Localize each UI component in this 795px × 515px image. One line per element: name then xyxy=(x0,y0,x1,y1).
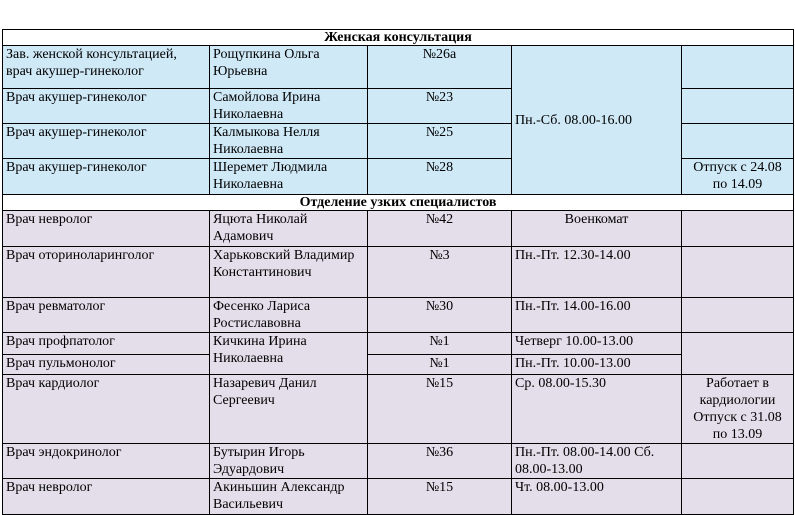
note-cell xyxy=(682,211,794,247)
table-row xyxy=(3,333,794,355)
table-row xyxy=(3,355,794,375)
table-row xyxy=(3,444,794,479)
name-cell: Акиньшин Александр Васильевич xyxy=(210,479,368,515)
room-cell: №23 xyxy=(368,89,512,124)
note-cell xyxy=(682,124,794,159)
position-cell: Врач ревматолог xyxy=(3,298,210,333)
note-cell xyxy=(682,298,794,333)
position-cell: Врач невролог xyxy=(3,479,210,515)
shared-schedule-cell: Пн.-Сб. 08.00-16.00 xyxy=(512,46,682,195)
section-title-womens-consultation: Женская консультация xyxy=(3,30,794,46)
note-cell xyxy=(682,89,794,124)
name-cell: Назаревич Данил Сергеевич xyxy=(210,375,368,444)
staff-schedule-table xyxy=(2,29,794,515)
schedule-cell: Ср. 08.00-15.30 xyxy=(512,375,682,444)
note-cell: Работает в кардиологии Отпуск с 31.08 по 13.09 xyxy=(682,375,794,444)
schedule-cell: Пн.-Пт. 12.30-14.00 xyxy=(512,247,682,298)
table-row xyxy=(3,211,794,247)
position-cell: Врач акушер-гинеколог xyxy=(3,124,210,159)
table-row xyxy=(3,298,794,333)
note-cell xyxy=(682,479,794,515)
room-cell: №1 xyxy=(368,333,512,355)
name-cell: Харьковский Владимир Константинович xyxy=(210,247,368,298)
room-cell: №1 xyxy=(368,355,512,375)
position-cell: Врач акушер-гинеколог xyxy=(3,89,210,124)
position-cell: Зав. женской консультацией, врач акушер-гинеколог xyxy=(3,46,210,89)
schedule-cell: Чт. 08.00-13.00 xyxy=(512,479,682,515)
room-cell: №28 xyxy=(368,159,512,195)
table-row xyxy=(3,247,794,298)
room-cell: №42 xyxy=(368,211,512,247)
schedule-cell: Четверг 10.00-13.00 xyxy=(512,333,682,355)
position-cell: Врач акушер-гинеколог xyxy=(3,159,210,195)
name-cell: Яцюта Николай Адамович xyxy=(210,211,368,247)
schedule-cell: Пн.-Пт. 10.00-13.00 xyxy=(512,355,682,375)
note-cell xyxy=(682,333,794,375)
schedule-cell: Военкомат xyxy=(512,211,682,247)
room-cell: №36 xyxy=(368,444,512,479)
room-cell: №3 xyxy=(368,247,512,298)
table-row xyxy=(3,46,794,89)
room-cell: №15 xyxy=(368,479,512,515)
section-title-specialists: Отделение узких специалистов xyxy=(3,195,794,211)
note-cell xyxy=(682,247,794,298)
name-cell: Рощупкина Ольга Юрьевна xyxy=(210,46,368,89)
name-cell: Кичкина Ирина Николаевна xyxy=(210,333,368,375)
room-cell: №25 xyxy=(368,124,512,159)
name-cell: Калмыкова Нелля Николаевна xyxy=(210,124,368,159)
schedule-cell: Пн.-Пт. 14.00-16.00 xyxy=(512,298,682,333)
position-cell: Врач профпатолог xyxy=(3,333,210,355)
note-cell xyxy=(682,444,794,479)
position-cell: Врач эндокринолог xyxy=(3,444,210,479)
position-cell: Врач невролог xyxy=(3,211,210,247)
name-cell: Самойлова Ирина Николаевна xyxy=(210,89,368,124)
room-cell: №30 xyxy=(368,298,512,333)
name-cell: Бутырин Игорь Эдуардович xyxy=(210,444,368,479)
position-cell: Врач пульмонолог xyxy=(3,355,210,375)
position-cell: Врач кардиолог xyxy=(3,375,210,444)
table-row xyxy=(3,479,794,515)
schedule-cell: Пн.-Пт. 08.00-14.00 Сб. 08.00-13.00 xyxy=(512,444,682,479)
table-row xyxy=(3,375,794,444)
name-cell: Шеремет Людмила Николаевна xyxy=(210,159,368,195)
room-cell: №26а xyxy=(368,46,512,89)
room-cell: №15 xyxy=(368,375,512,444)
note-cell: Отпуск с 24.08 по 14.09 xyxy=(682,159,794,195)
name-cell: Фесенко Лариса Ростиславовна xyxy=(210,298,368,333)
note-cell xyxy=(682,46,794,89)
position-cell: Врач оториноларинголог xyxy=(3,247,210,298)
